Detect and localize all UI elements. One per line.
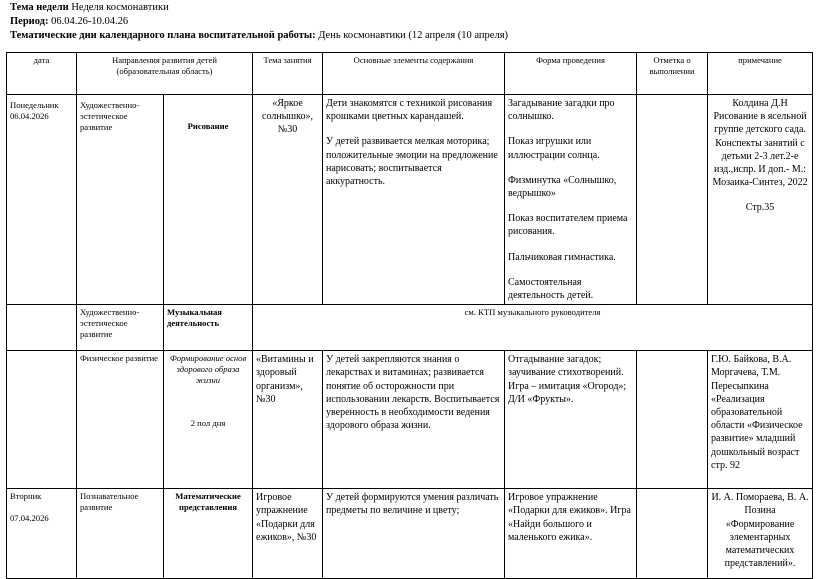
note-cell [708, 95, 813, 305]
thematic-days [10, 30, 508, 42]
topic-cell: «Витамины и здоровый организм», №30 [253, 351, 323, 489]
period-label: Период [10, 16, 45, 27]
table-row [7, 95, 813, 305]
content-cell: У детей формируются умения различать предметы по величине и цвету; [323, 489, 505, 579]
note-cell: И. А. Помораева, В. А. Позина «Формирование элементарных математических представлений». [708, 489, 813, 579]
day-part: 2 пол дня [190, 418, 226, 429]
plan-table [6, 52, 813, 579]
form-cell: Игровое упражнение «Подарки для ежиков». Игра «Найди большого и маленького ежика». [505, 489, 637, 579]
col-header-date: дата [7, 53, 77, 95]
col-header-content: Основные элементы содержания [323, 53, 505, 95]
col-header-mark: Отметка о выполнении [637, 53, 708, 95]
area-cell: Художественно-эстетическое развитие [77, 305, 164, 351]
content-cell: У детей закрепляются знания о лекарствах и витаминах; развивается понятие об осторожности при использовании лекарств. Воспитывается уверенность в необходимости ведения здорового образа жизни. [323, 351, 505, 489]
form-text: Физминутка «Солнышко, ведрышко» [508, 174, 617, 200]
date-value: 07.04.2026 [10, 513, 49, 524]
date-cell [7, 305, 77, 351]
form-cell: Отгадывание загадок; заучивание стихотворений. Игра – имитация «Огород»; Д/И «Фрукты». [505, 351, 637, 489]
date-cell [7, 489, 77, 579]
content-text: У детей развивается мелкая моторика; положительные эмоции на предложение нарисовать; воспитывается аккуратность. [326, 136, 498, 188]
col-header-form: Форма проведения [505, 53, 637, 95]
form-text: Загадывание загадки про солнышко. [508, 98, 615, 123]
mark-cell [637, 95, 708, 305]
note-text: Колдина Д.Н Рисование в ясельной группе детского сада. Конспекты занятий с детьми 2-3 лет.2-е изд.,испр. И доп.- М.: Мозаика-Синтез, 2022 [712, 98, 808, 189]
topic-cell: «Яркое солнышко», №30 [253, 95, 323, 305]
activity-cell: Музыкальная деятельность [164, 305, 253, 351]
note-cell: Г.Ю. Байкова, В.А. Моргачева, Т.М. Пересыпкина «Реализация образовательной области «Физическое развитие» младший дошкольный возраст стр. 92 [708, 351, 813, 489]
form-cell [505, 95, 637, 305]
area-cell: Познавательное развитие [77, 489, 164, 579]
mark-cell [637, 489, 708, 579]
col-header-note: примечание [708, 53, 813, 95]
period: Период: 06.04.26-10.04.26 [10, 16, 129, 27]
period-value: 06.04.26-10.04.26 [51, 16, 129, 27]
thematic-days-value: День космонавтики (12 апреля (10 апреля) [318, 30, 509, 41]
form-text: Показ игрушки или иллюстрации солнца. [508, 136, 600, 161]
activity-cell [164, 351, 253, 489]
merged-note-cell: см. КТП музыкального руководителя [253, 305, 813, 351]
area-cell: Художественно-эстетическое развитие [77, 95, 164, 305]
week-theme [10, 2, 169, 14]
table-row [7, 351, 813, 489]
week-theme-value: Неделя космонавтики [71, 2, 169, 13]
activity-cell: Рисование [164, 95, 253, 305]
date-value: 06.04.2026 [10, 111, 49, 121]
form-text: Самостоятельная деятельность детей. [508, 276, 594, 302]
table-row [7, 489, 813, 579]
form-text: Пальчиковая гимнастика. [508, 251, 616, 263]
topic-cell: Игровое упражнение «Подарки для ежиков», №30 [253, 489, 323, 579]
table-header-row [7, 53, 813, 95]
content-text: Дети знакомятся с техникой рисования крошками цветных карандашей. [326, 98, 493, 123]
area-cell: Физическое развитие [77, 351, 164, 489]
date-cell [7, 351, 77, 489]
week-theme-label: Тема недели [10, 2, 69, 13]
form-text: Показ воспитателем приема рисования. [508, 213, 628, 238]
activity-cell: Математические представления [164, 489, 253, 579]
thematic-days-label: Тематические дни календарного плана воспитательной работы: [10, 30, 316, 41]
weekday: Вторник [10, 491, 42, 502]
col-header-topic: Тема занятия [253, 53, 323, 95]
weekday: Понедельник [10, 100, 59, 110]
activity-text: Формирование основ здорового образа жизни [169, 353, 247, 386]
note-text: Стр.35 [745, 202, 775, 214]
content-cell [323, 95, 505, 305]
table-row [7, 305, 813, 351]
col-header-directions: Направления развития детей (образовательная область) [77, 53, 253, 95]
mark-cell [637, 351, 708, 489]
date-cell [7, 95, 77, 305]
